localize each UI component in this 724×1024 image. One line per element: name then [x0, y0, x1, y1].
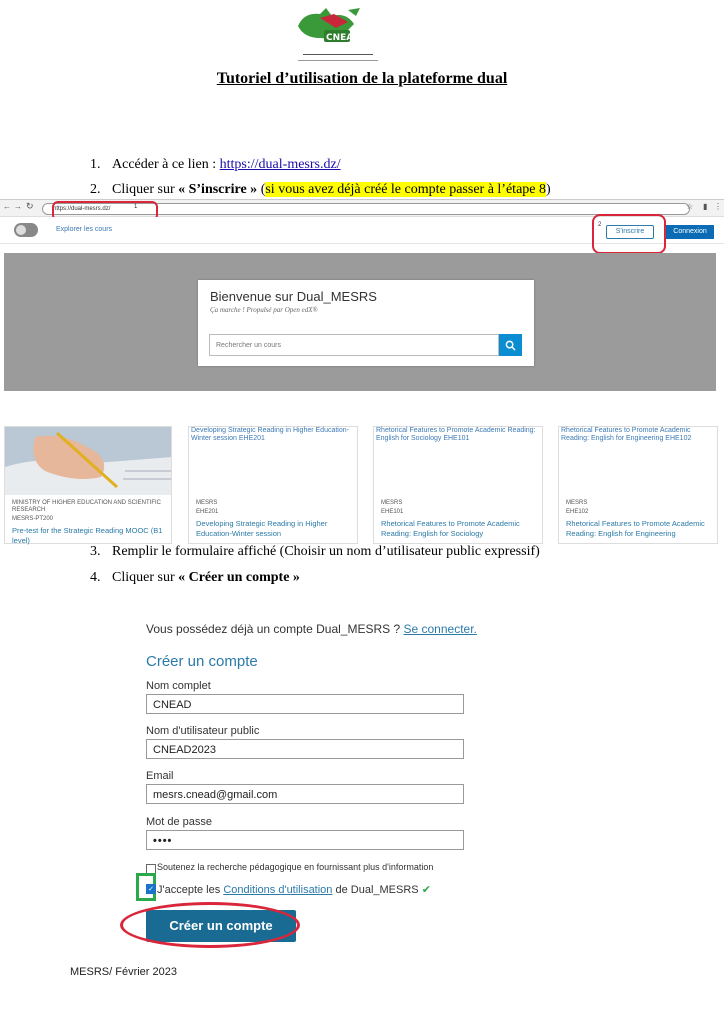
- hero-title: Bienvenue sur Dual_MESRS: [210, 289, 377, 304]
- course-image-alt: Rhetorical Features to Promote Academic Reading: English for Sociology EHE101: [376, 427, 536, 442]
- course-search-input[interactable]: Rechercher un cours: [209, 334, 499, 356]
- toggle-switch[interactable]: [14, 223, 38, 237]
- form-title: Créer un compte: [146, 653, 258, 670]
- already-text: Vous possédez déjà un compte Dual_MESRS ?: [146, 622, 404, 636]
- signup-button[interactable]: S'inscrire: [606, 225, 654, 239]
- search-icon: [505, 340, 516, 351]
- email-label: Email: [146, 770, 174, 782]
- terms-label: [157, 883, 431, 896]
- step-text: Cliquer sur: [112, 570, 179, 585]
- login-link[interactable]: Se connecter.: [403, 622, 477, 636]
- username-field[interactable]: CNEAD2023: [146, 739, 464, 759]
- course-org: MESRS: [196, 500, 218, 506]
- course-card[interactable]: [373, 426, 543, 544]
- step-text: (: [257, 182, 266, 197]
- password-label: Mot de passe: [146, 816, 213, 828]
- valid-check-icon: ✔: [421, 884, 431, 896]
- already-have-account: [146, 622, 477, 636]
- search-button[interactable]: [499, 334, 522, 356]
- course-org: MESRS: [566, 500, 588, 506]
- course-card[interactable]: [558, 426, 718, 544]
- highlighted-note: si vous avez déjà créé le compte passer à l’étape 8: [265, 182, 547, 197]
- back-icon[interactable]: ←: [3, 202, 11, 211]
- footer-text: MESRS/ Février 2023: [70, 966, 177, 978]
- step-4: [90, 570, 300, 586]
- course-name[interactable]: Rhetorical Features to Promote Academic Reading: English for Sociology: [381, 519, 520, 538]
- course-image-hand-writing: [5, 427, 171, 495]
- course-code: EHE201: [196, 509, 219, 515]
- course-card[interactable]: [188, 426, 358, 544]
- course-name[interactable]: Rhetorical Features to Promote Academic Reading: English for Engineering: [566, 519, 705, 538]
- course-name[interactable]: Developing Strategic Reading in Higher Education-Winter session: [196, 519, 328, 538]
- course-code: EHE101: [381, 509, 404, 515]
- course-card[interactable]: [4, 426, 172, 544]
- annotation-marker-1: 1: [134, 204, 138, 210]
- terms-checkbox[interactable]: [146, 884, 156, 894]
- username-label: Nom d'utilisateur public: [146, 725, 260, 737]
- login-button[interactable]: Connexion: [666, 225, 714, 239]
- star-icon[interactable]: ☆: [686, 202, 694, 211]
- password-field[interactable]: ••••: [146, 830, 464, 850]
- step-number: 2.: [90, 182, 101, 197]
- explore-courses-link[interactable]: Explorer les cours: [56, 226, 113, 233]
- course-image-alt: Developing Strategic Reading in Higher Education-Winter session EHE201: [191, 427, 349, 442]
- create-account-button[interactable]: Créer un compte: [146, 910, 296, 942]
- step-text: Accéder à ce lien :: [112, 157, 220, 172]
- step-text: Remplir le formulaire affiché (Choisir un nom d’utilisateur public expressif): [112, 544, 540, 559]
- email-field[interactable]: mesrs.cnead@gmail.com: [146, 784, 464, 804]
- fullname-field[interactable]: CNEAD: [146, 694, 464, 714]
- platform-link[interactable]: https://dual-mesrs.dz/: [219, 157, 341, 172]
- step-bold: « S’inscrire »: [178, 182, 258, 197]
- annotation-ellipse-submit: [120, 902, 300, 948]
- step-number: 4.: [90, 570, 101, 585]
- course-name[interactable]: Pre-test for the Strategic Reading MOOC (B1 level): [12, 526, 163, 545]
- annotation-marker-2: 2: [598, 222, 602, 228]
- step-2: [90, 182, 551, 198]
- course-code: EHE102: [566, 509, 589, 515]
- check-icon: ✓: [148, 885, 154, 893]
- terms-link[interactable]: Conditions d'utilisation: [223, 884, 333, 896]
- step-3: [90, 544, 540, 560]
- forward-icon[interactable]: →: [14, 202, 22, 211]
- terms-text: J'accepte les: [157, 884, 224, 896]
- document-title-text: Tutoriel d’utilisation de la plateforme dual: [216, 70, 508, 87]
- hero-subtitle: Ça marche ! Propulsé par Open edX®: [210, 306, 318, 314]
- logo-text: CNEAD: [326, 33, 361, 43]
- address-bar-url: https://dual-mesrs.dz/: [53, 206, 111, 212]
- course-code: MESRS-PT200: [12, 516, 54, 522]
- terms-text: de Dual_MESRS: [332, 884, 422, 896]
- step-text: ): [546, 182, 551, 197]
- reload-icon[interactable]: ↻: [26, 201, 34, 211]
- logo-caption: [290, 48, 386, 61]
- step-bold: « Créer un compte »: [178, 570, 300, 585]
- step-text: Cliquer sur: [112, 182, 179, 197]
- document-title: [0, 70, 724, 88]
- step-number: 1.: [90, 157, 101, 172]
- step-number: 3.: [90, 544, 101, 559]
- support-research-label: Soutenez la recherche pédagogique en fournissant plus d'information: [157, 862, 434, 872]
- course-org: MINISTRY OF HIGHER EDUCATION AND SCIENTIFIC RESEARCH: [12, 500, 162, 513]
- course-org: MESRS: [381, 500, 403, 506]
- sidebar-icon[interactable]: ▮: [703, 202, 708, 211]
- course-image-alt: Rhetorical Features to Promote Academic Reading: English for Engineering EHE102: [561, 427, 692, 442]
- step-1: [90, 157, 341, 173]
- menu-icon[interactable]: ⋮: [714, 202, 722, 211]
- fullname-label: Nom complet: [146, 680, 211, 692]
